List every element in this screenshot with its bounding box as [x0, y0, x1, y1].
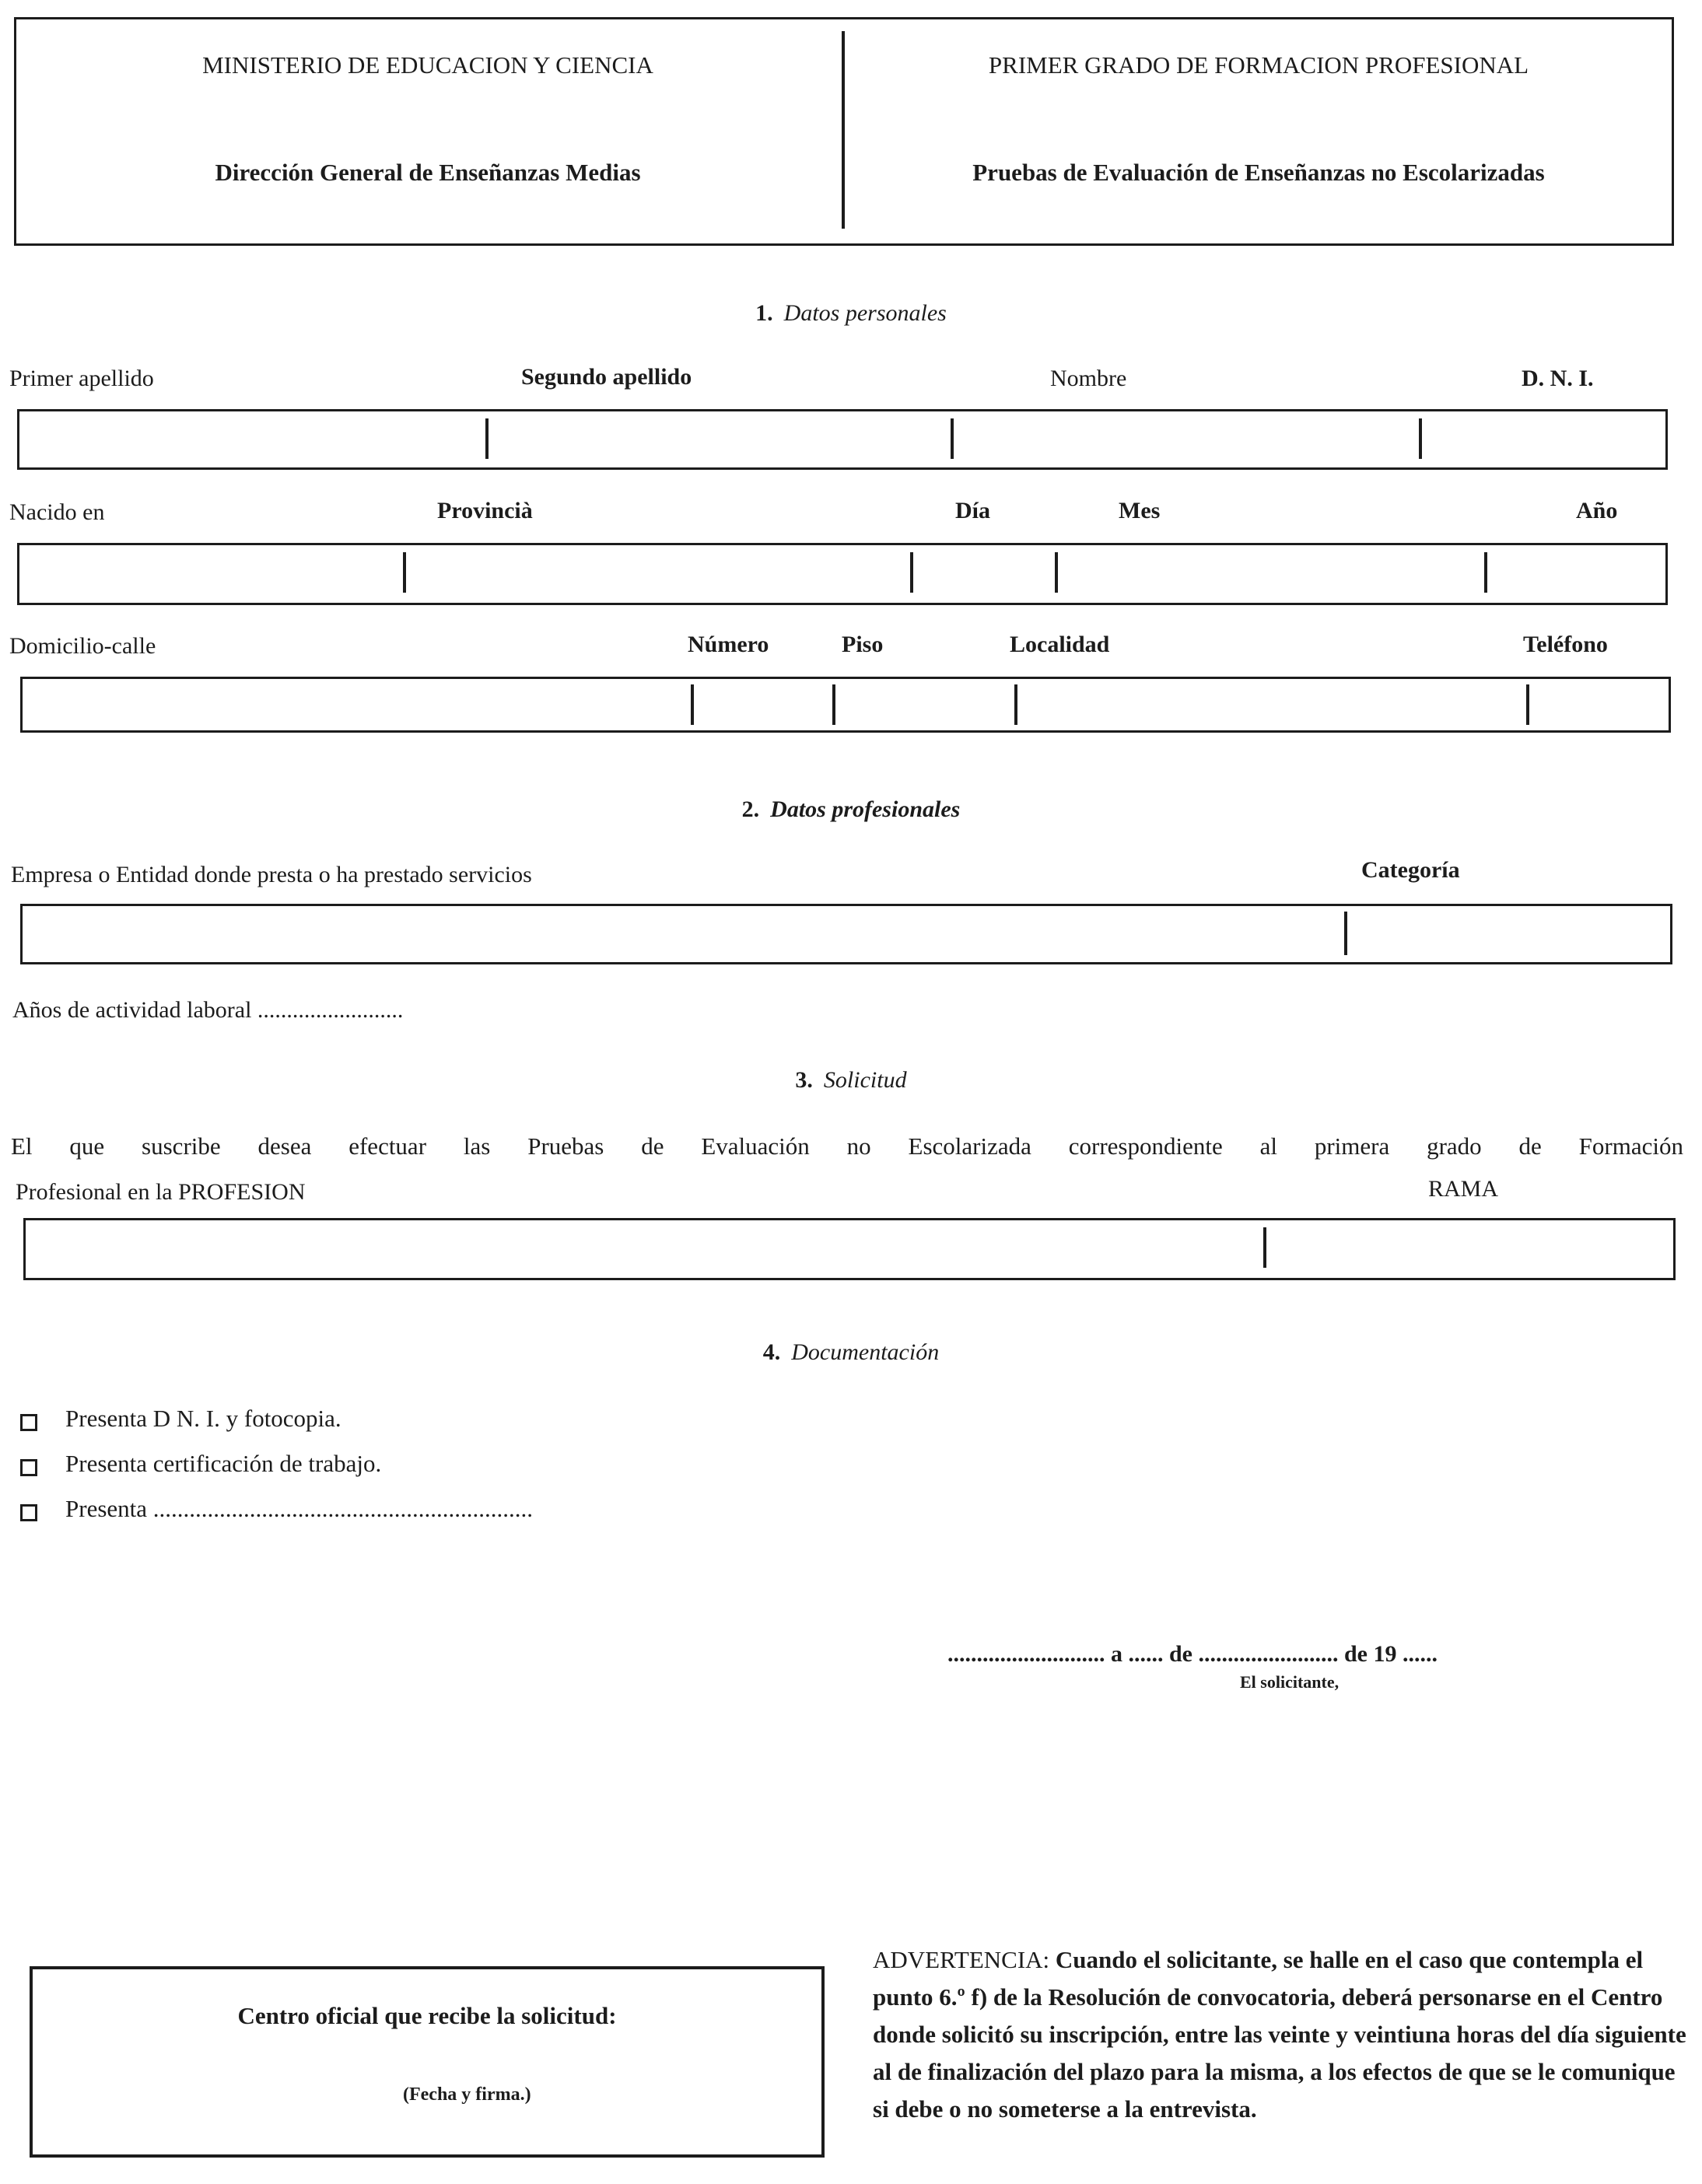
label-mes: Mes: [1119, 498, 1161, 523]
section-4-title: [0, 1339, 1702, 1366]
signature-date-line: ........................... a ...... de ........................ de 19 ......: [947, 1641, 1438, 1667]
field-separator: [1344, 912, 1347, 955]
field-separator: [910, 552, 913, 593]
label-nombre: Nombre: [1050, 366, 1127, 391]
section-1-title: [0, 300, 1702, 327]
section-3-number: 3.: [795, 1067, 813, 1093]
section-4-heading: Documentación: [791, 1339, 940, 1365]
reception-stamp-box: [30, 1966, 825, 2158]
section-3-title: [0, 1067, 1702, 1094]
field-separator: [1055, 552, 1058, 593]
stamp-box-title: Centro oficial que recibe la solicitud:: [237, 2002, 617, 2029]
label-segundo-apellido: Segundo apellido: [521, 364, 692, 390]
signature-label: El solicitante,: [1240, 1672, 1340, 1692]
label-piso: Piso: [842, 632, 884, 657]
program-subtitle: Pruebas de Evaluación de Enseñanzas no Escolarizadas: [972, 159, 1545, 186]
label-anio: Año: [1576, 498, 1618, 523]
label-dia: Día: [955, 498, 990, 523]
checkbox-dni-label: Presenta D N. I. y fotocopia.: [65, 1405, 341, 1432]
program-name: PRIMER GRADO DE FORMACION PROFESIONAL: [988, 51, 1529, 79]
label-anios-actividad: Años de actividad laboral .........................: [12, 997, 404, 1023]
field-separator: [951, 418, 954, 459]
checkbox-certificacion-label: Presenta certificación de trabajo.: [65, 1450, 382, 1477]
checkbox-dni[interactable]: [20, 1414, 37, 1431]
section-3-heading: Solicitud: [823, 1067, 907, 1093]
employment-field[interactable]: [20, 904, 1672, 964]
checkbox-other[interactable]: [20, 1504, 37, 1521]
label-nacido-en: Nacido en: [9, 499, 105, 525]
field-separator: [1263, 1227, 1266, 1268]
label-primer-apellido: Primer apellido: [9, 366, 154, 391]
field-separator: [1526, 684, 1529, 725]
section-2-title: [0, 796, 1702, 823]
stamp-box-subtitle: (Fecha y firma.): [403, 2084, 531, 2105]
label-localidad: Localidad: [1010, 632, 1110, 657]
field-separator: [691, 684, 694, 725]
checkbox-other-label: Presenta ...............................................................: [65, 1495, 534, 1522]
warning-text: Cuando el solicitante, se halle en el caso que contempla el punto 6.º f) de la Resolución de convocatoria, deberá personarse en el Centro donde solicitó su inscripción, entre las veinte y veintiuna horas del día siguiente al de finalización del plazo para la misma, a los efectos de que se le comunique si debe o no someterse a la entrevista.: [873, 1946, 1686, 2123]
section-4-number: 4.: [762, 1339, 781, 1365]
section-1-heading: Datos personales: [783, 300, 947, 326]
profession-field[interactable]: [23, 1218, 1676, 1280]
field-separator: [1419, 418, 1422, 459]
warning-head: ADVERTENCIA:: [873, 1946, 1050, 1973]
section-2-number: 2.: [741, 796, 760, 822]
field-separator: [1484, 552, 1487, 593]
row-address-field[interactable]: [20, 677, 1671, 733]
ministry-name: MINISTERIO DE EDUCACION Y CIENCIA: [202, 51, 653, 79]
solicitud-text-line1: El que suscribe desea efectuar las Pruebas de Evaluación no Escolarizada correspondiente al primera grado de Formación: [11, 1132, 1683, 1160]
label-rama: RAMA: [1428, 1176, 1499, 1202]
label-dni: D. N. I.: [1522, 366, 1594, 391]
section-2-heading: Datos profesionales: [770, 796, 961, 822]
label-provincia: Provincià: [437, 498, 533, 523]
label-empresa: Empresa o Entidad donde presta o ha prestado servicios: [11, 862, 532, 887]
field-separator: [485, 418, 489, 459]
directorate-name: Dirección General de Enseñanzas Medias: [215, 159, 641, 186]
field-separator: [832, 684, 835, 725]
section-1-number: 1.: [755, 300, 773, 326]
label-telefono: Teléfono: [1523, 632, 1608, 657]
label-numero: Número: [688, 632, 769, 657]
label-categoria: Categoría: [1361, 857, 1460, 883]
row-birth-field[interactable]: [17, 543, 1668, 605]
solicitud-text-line2: Profesional en la PROFESION: [16, 1179, 306, 1205]
checkbox-certificacion[interactable]: [20, 1459, 37, 1476]
warning-notice: [873, 1941, 1694, 2128]
field-separator: [1014, 684, 1017, 725]
label-domicilio: Domicilio-calle: [9, 633, 156, 659]
field-separator: [403, 552, 406, 593]
